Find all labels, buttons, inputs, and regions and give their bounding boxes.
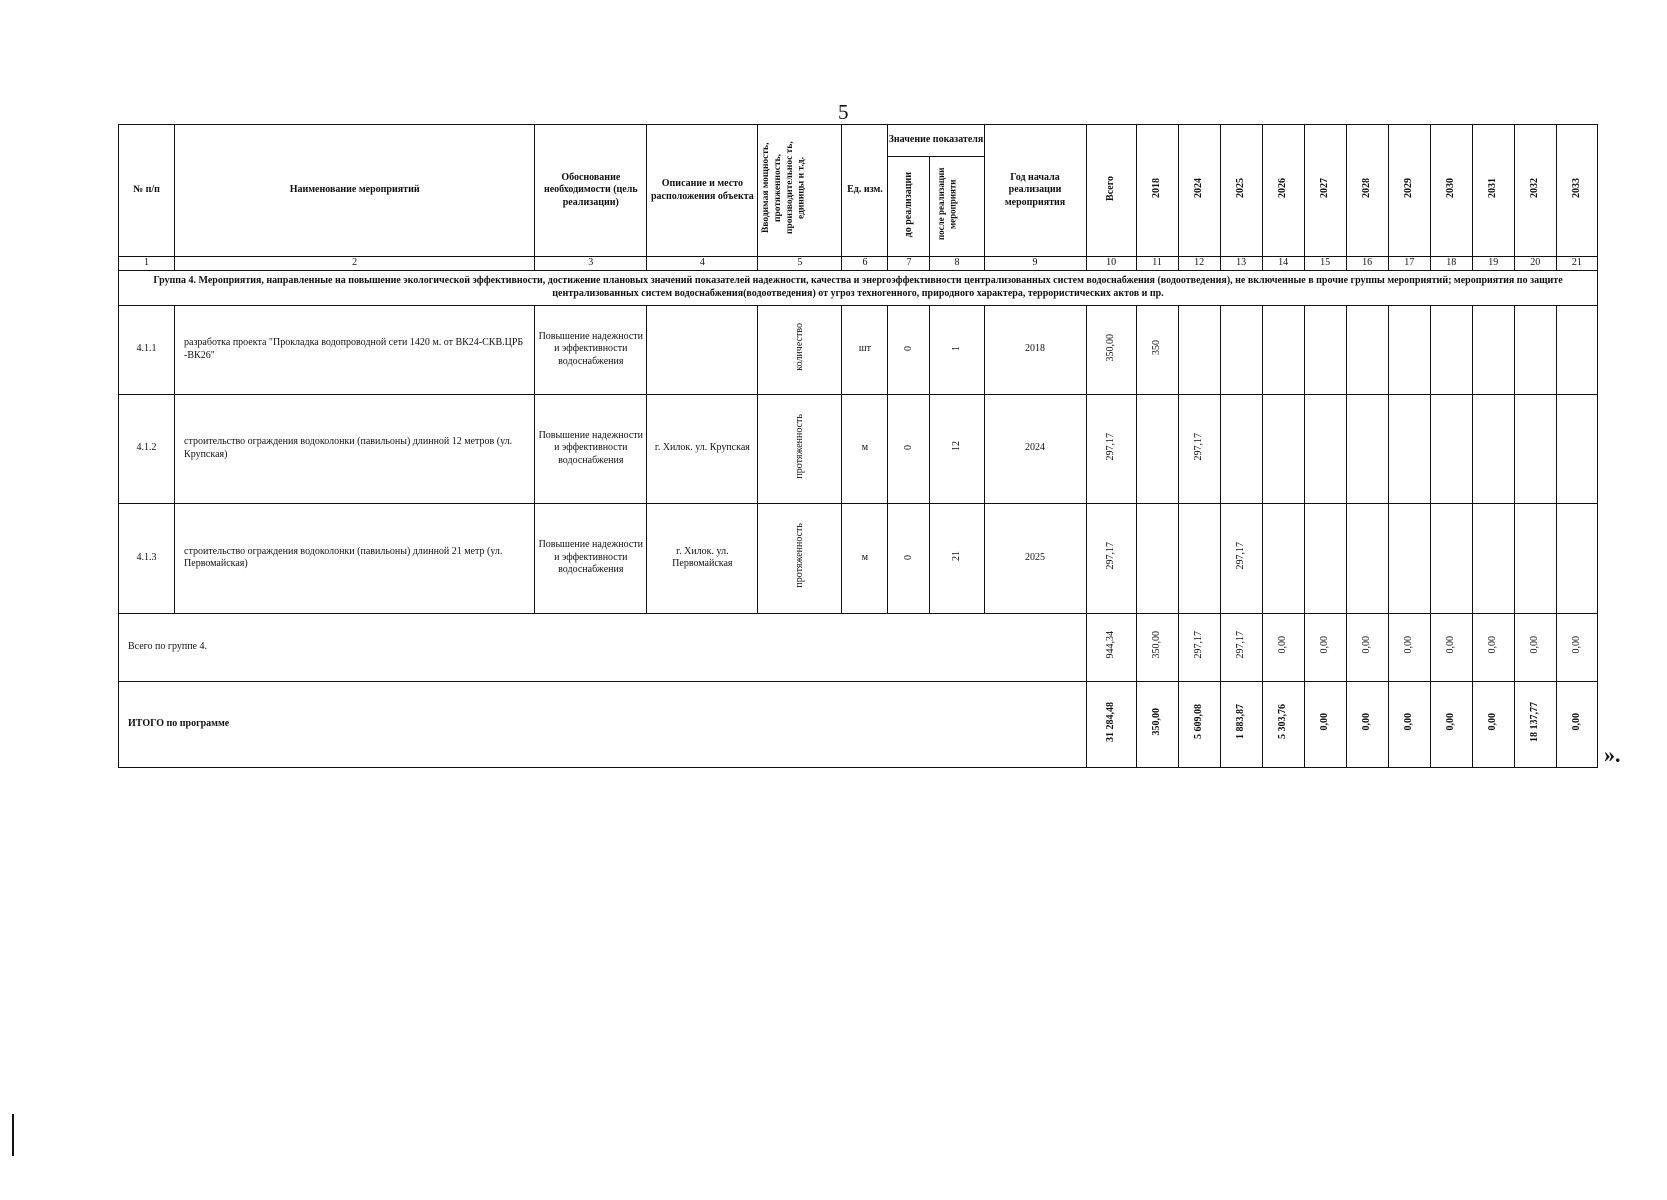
header-year: 2025 bbox=[1220, 125, 1262, 257]
row-year-value bbox=[1514, 305, 1556, 394]
header-total-text: Всего bbox=[1104, 175, 1116, 201]
row-capacity: протяженность bbox=[758, 503, 842, 613]
program-total-year: 0,00 bbox=[1388, 681, 1430, 767]
column-number: 8 bbox=[930, 257, 984, 271]
row-justification: Повышение надежности и эффективности водоснабжения bbox=[535, 503, 647, 613]
header-name: Наименование мероприятий bbox=[175, 125, 535, 257]
group-total-value: 944,34 bbox=[1086, 613, 1136, 681]
program-total-label: ИТОГО по программе bbox=[119, 681, 1087, 767]
page-number: 5 bbox=[838, 100, 849, 124]
closing-quote-mark: ». bbox=[1604, 742, 1621, 767]
row-year-value bbox=[1514, 503, 1556, 613]
group-total-label: Всего по группе 4. bbox=[119, 613, 1087, 681]
row-year-value bbox=[1388, 503, 1430, 613]
row-year-value bbox=[1472, 503, 1514, 613]
header-start-year: Год начала реализации мероприятия bbox=[984, 125, 1086, 257]
row-capacity: количество bbox=[758, 305, 842, 394]
header-year: 2027 bbox=[1304, 125, 1346, 257]
header-year: 2028 bbox=[1346, 125, 1388, 257]
row-year-value bbox=[1556, 503, 1597, 613]
column-number: 2 bbox=[175, 257, 535, 271]
row-year-value bbox=[1178, 503, 1220, 613]
row-year-value: 350 bbox=[1136, 305, 1178, 394]
row-total: 297,17 bbox=[1086, 394, 1136, 503]
program-total-year: 18 137,77 bbox=[1514, 681, 1556, 767]
header-justification: Обоснование необходимости (цель реализации) bbox=[535, 125, 647, 257]
row-total: 350,00 bbox=[1086, 305, 1136, 394]
group-total-year: 0,00 bbox=[1388, 613, 1430, 681]
column-number: 14 bbox=[1262, 257, 1304, 271]
row-year-value bbox=[1262, 305, 1304, 394]
header-year: 2032 bbox=[1514, 125, 1556, 257]
row-no: 4.1.3 bbox=[119, 503, 175, 613]
row-year-value bbox=[1388, 394, 1430, 503]
row-year-value bbox=[1304, 503, 1346, 613]
row-justification: Повышение надежности и эффективности водоснабжения bbox=[535, 305, 647, 394]
column-number: 10 bbox=[1086, 257, 1136, 271]
program-total-row bbox=[119, 681, 1598, 767]
program-total-year: 0,00 bbox=[1304, 681, 1346, 767]
row-year-value bbox=[1346, 503, 1388, 613]
group-total-year: 0,00 bbox=[1430, 613, 1472, 681]
column-number: 3 bbox=[535, 257, 647, 271]
row-description: г. Хилок. ул. Первомайская bbox=[647, 503, 758, 613]
row-unit: шт bbox=[842, 305, 888, 394]
measures-table bbox=[118, 124, 1598, 768]
row-start-year: 2025 bbox=[984, 503, 1086, 613]
header-no: № п/п bbox=[119, 125, 175, 257]
row-before: 0 bbox=[888, 503, 930, 613]
row-start-year: 2024 bbox=[984, 394, 1086, 503]
column-number: 7 bbox=[888, 257, 930, 271]
row-year-value bbox=[1514, 394, 1556, 503]
row-unit: м bbox=[842, 394, 888, 503]
row-name: строительство ограждения водоколонки (павильоны) длинной 12 метров (ул. Крупская) bbox=[175, 394, 535, 503]
header-year: 2018 bbox=[1136, 125, 1178, 257]
row-justification: Повышение надежности и эффективности водоснабжения bbox=[535, 394, 647, 503]
group-total-year: 0,00 bbox=[1304, 613, 1346, 681]
program-total-year: 350,00 bbox=[1136, 681, 1178, 767]
row-year-value bbox=[1220, 305, 1262, 394]
header-year: 2029 bbox=[1388, 125, 1430, 257]
row-year-value bbox=[1220, 394, 1262, 503]
header-year: 2033 bbox=[1556, 125, 1597, 257]
row-year-value bbox=[1136, 394, 1178, 503]
header-capacity-text: Вводимая мощность, протяженность, производительнос ть, единицы и т.д. bbox=[760, 141, 807, 235]
row-start-year: 2018 bbox=[984, 305, 1086, 394]
row-year-value bbox=[1472, 305, 1514, 394]
group-total-year: 0,00 bbox=[1556, 613, 1597, 681]
row-description bbox=[647, 305, 758, 394]
header-indicator-before-text: до реализации bbox=[902, 171, 914, 237]
table-row bbox=[119, 503, 1598, 613]
header-year: 2024 bbox=[1178, 125, 1220, 257]
column-number: 21 bbox=[1556, 257, 1597, 271]
row-year-value bbox=[1304, 305, 1346, 394]
header-year: 2026 bbox=[1262, 125, 1304, 257]
group-total-year: 350,00 bbox=[1136, 613, 1178, 681]
row-year-value bbox=[1136, 503, 1178, 613]
group-title-row bbox=[119, 270, 1598, 305]
row-year-value bbox=[1304, 394, 1346, 503]
row-after: 21 bbox=[930, 503, 984, 613]
program-total-year: 0,00 bbox=[1472, 681, 1514, 767]
group-total-year: 297,17 bbox=[1220, 613, 1262, 681]
header-indicator-before bbox=[888, 157, 930, 257]
row-year-value: 297,17 bbox=[1220, 503, 1262, 613]
row-total: 297,17 bbox=[1086, 503, 1136, 613]
column-number: 18 bbox=[1430, 257, 1472, 271]
group-total-row bbox=[119, 613, 1598, 681]
row-no: 4.1.1 bbox=[119, 305, 175, 394]
program-total-year: 0,00 bbox=[1346, 681, 1388, 767]
table-row bbox=[119, 305, 1598, 394]
column-number: 4 bbox=[647, 257, 758, 271]
program-total-year: 5 609,08 bbox=[1178, 681, 1220, 767]
row-year-value bbox=[1556, 394, 1597, 503]
row-capacity: протяженность bbox=[758, 394, 842, 503]
row-year-value bbox=[1178, 305, 1220, 394]
program-total-value: 31 284,48 bbox=[1086, 681, 1136, 767]
column-number: 6 bbox=[842, 257, 888, 271]
group-total-year: 0,00 bbox=[1514, 613, 1556, 681]
table-row bbox=[119, 394, 1598, 503]
header-year: 2030 bbox=[1430, 125, 1472, 257]
program-total-year: 0,00 bbox=[1430, 681, 1472, 767]
column-number: 12 bbox=[1178, 257, 1220, 271]
row-no: 4.1.2 bbox=[119, 394, 175, 503]
header-year: 2031 bbox=[1472, 125, 1514, 257]
row-year-value bbox=[1472, 394, 1514, 503]
group-total-year: 0,00 bbox=[1346, 613, 1388, 681]
header-capacity bbox=[758, 125, 842, 257]
group-total-year: 0,00 bbox=[1472, 613, 1514, 681]
row-year-value bbox=[1430, 305, 1472, 394]
row-year-value: 297,17 bbox=[1178, 394, 1220, 503]
program-total-year: 1 883,87 bbox=[1220, 681, 1262, 767]
row-year-value bbox=[1346, 394, 1388, 503]
header-unit: Ед. изм. bbox=[842, 125, 888, 257]
column-number: 13 bbox=[1220, 257, 1262, 271]
program-total-year: 5 303,76 bbox=[1262, 681, 1304, 767]
program-total-year: 0,00 bbox=[1556, 681, 1597, 767]
row-year-value bbox=[1262, 394, 1304, 503]
row-year-value bbox=[1388, 305, 1430, 394]
row-name: разработка проекта "Прокладка водопроводной сети 1420 м. от ВК24-СКВ.ЦРБ -ВК26" bbox=[175, 305, 535, 394]
column-number: 1 bbox=[119, 257, 175, 271]
column-number: 15 bbox=[1304, 257, 1346, 271]
column-number: 11 bbox=[1136, 257, 1178, 271]
column-number: 17 bbox=[1388, 257, 1430, 271]
header-description: Описание и место расположения объекта bbox=[647, 125, 758, 257]
row-after: 1 bbox=[930, 305, 984, 394]
row-description: г. Хилок. ул. Крупская bbox=[647, 394, 758, 503]
header-indicator-after bbox=[930, 157, 984, 257]
header-indicator: Значение показателя bbox=[888, 125, 984, 157]
row-after: 12 bbox=[930, 394, 984, 503]
column-number: 19 bbox=[1472, 257, 1514, 271]
row-name: строительство ограждения водоколонки (павильоны) длинной 21 метр (ул. Первомайская) bbox=[175, 503, 535, 613]
header-row bbox=[119, 125, 1598, 157]
column-number: 20 bbox=[1514, 257, 1556, 271]
column-number: 9 bbox=[984, 257, 1086, 271]
group-total-year: 0,00 bbox=[1262, 613, 1304, 681]
column-number: 16 bbox=[1346, 257, 1388, 271]
column-numbers-row bbox=[119, 257, 1598, 271]
group-title: Группа 4. Мероприятия, направленные на повышение экологической эффективности, достижение плановых значений показателей надежности, качества и энергоэффективности централизованных систем водоснабжения (водоотведения), не включенные в прочие группы мероприятий; мероприятия по защите централизованных систем водоснабжения(водоотведения) от угроз техногенного, природного характера, террористических актов и пр. bbox=[119, 270, 1598, 305]
column-number: 5 bbox=[758, 257, 842, 271]
row-year-value bbox=[1430, 503, 1472, 613]
row-year-value bbox=[1262, 503, 1304, 613]
row-unit: м bbox=[842, 503, 888, 613]
header-total bbox=[1086, 125, 1136, 257]
row-before: 0 bbox=[888, 305, 930, 394]
group-total-year: 297,17 bbox=[1178, 613, 1220, 681]
row-before: 0 bbox=[888, 394, 930, 503]
header-indicator-after-text: после реализации мероприяти bbox=[935, 168, 958, 241]
row-year-value bbox=[1346, 305, 1388, 394]
margin-line bbox=[12, 1114, 14, 1156]
row-year-value bbox=[1430, 394, 1472, 503]
row-year-value bbox=[1556, 305, 1597, 394]
